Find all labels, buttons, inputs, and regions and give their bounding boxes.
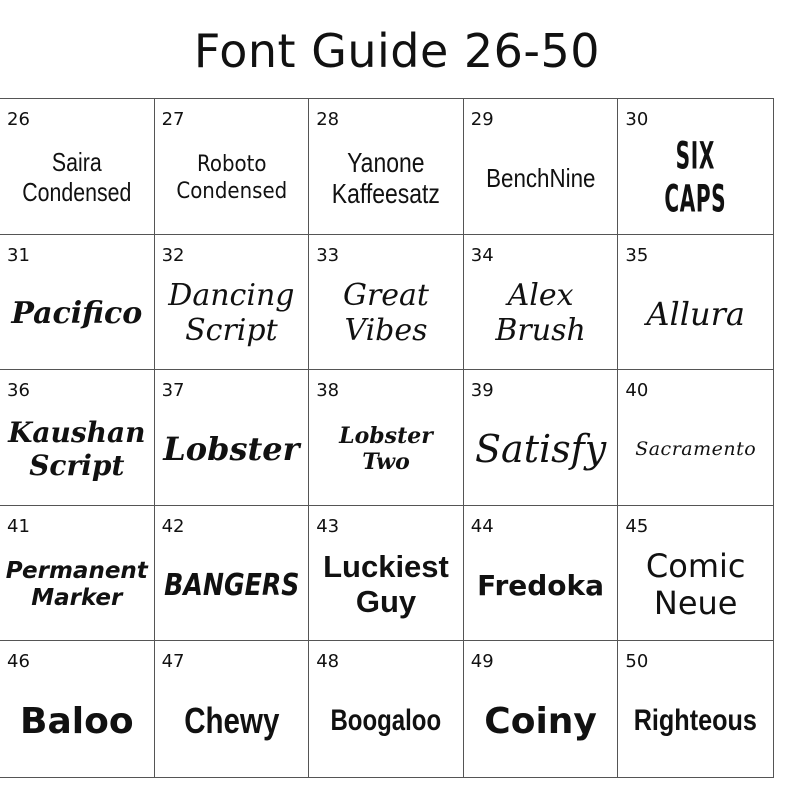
font-cell	[618, 641, 773, 777]
font-number: 36	[7, 380, 30, 402]
font-number: 28	[316, 109, 340, 130]
font-cell	[309, 641, 464, 777]
font-cell	[155, 641, 310, 777]
font-number: 33	[316, 244, 340, 266]
font-cell	[618, 99, 773, 235]
page-title: Font Guide 26-50	[193, 24, 601, 78]
font-number: 41	[7, 515, 30, 537]
font-number: 46	[7, 651, 30, 673]
font-grid	[0, 98, 774, 778]
font-number: 34	[470, 244, 494, 266]
font-cell	[0, 370, 155, 506]
font-cell	[618, 370, 773, 506]
font-sample: Boogaloo	[330, 704, 442, 738]
font-sample: Comic Neue	[645, 547, 746, 623]
font-sample: BenchNine	[485, 162, 596, 193]
font-sample: Lobster Two	[339, 423, 433, 476]
font-number: 43	[316, 515, 340, 537]
font-number: 49	[470, 651, 494, 673]
font-number: 26	[7, 109, 30, 130]
font-cell	[309, 370, 464, 506]
font-cell	[0, 235, 155, 371]
font-cell	[618, 235, 773, 371]
font-sample: Chewy	[183, 700, 279, 742]
font-sample: Alex Brush	[495, 278, 586, 348]
font-sample: Yanone Kaffeesatz	[331, 146, 441, 210]
font-sample: BANGERS	[163, 567, 300, 603]
font-cell	[464, 370, 619, 506]
font-cell	[155, 235, 310, 371]
font-number: 45	[625, 515, 649, 537]
font-number: 42	[161, 515, 185, 537]
font-sample: Great Vibes	[342, 278, 429, 348]
font-sample: Satisfy	[475, 427, 607, 472]
font-sample: Baloo	[20, 700, 134, 742]
font-cell	[155, 99, 310, 235]
font-sample: Pacifico	[11, 296, 143, 332]
font-number: 50	[625, 651, 649, 673]
font-sample: Coiny	[484, 700, 597, 742]
font-number: 38	[316, 380, 340, 402]
font-cell	[309, 235, 464, 371]
font-sample: Fredoka	[477, 568, 605, 602]
font-sample: Roboto Condensed	[175, 151, 287, 205]
font-number: 31	[7, 244, 30, 266]
font-number: 44	[470, 515, 494, 537]
font-cell	[464, 99, 619, 235]
font-cell	[464, 235, 619, 371]
font-sample: Lobster	[163, 430, 300, 469]
font-sample: Kaushan Script	[8, 415, 146, 483]
font-number: 40	[625, 380, 649, 402]
font-number: 32	[161, 244, 185, 266]
font-sample: Righteous	[634, 704, 758, 738]
font-sample: Dancing Script	[168, 278, 295, 348]
font-sample: Sacramento	[635, 438, 757, 461]
font-number: 37	[161, 380, 185, 402]
font-sample: Luckiest Guy	[323, 549, 449, 620]
font-cell	[618, 506, 773, 642]
font-cell	[155, 506, 310, 642]
font-cell	[0, 641, 155, 777]
font-cell	[0, 506, 155, 642]
font-sample: Allura	[646, 294, 745, 333]
font-sample: Saira Condensed	[22, 147, 132, 208]
font-cell	[0, 99, 155, 235]
font-cell	[309, 506, 464, 642]
font-number: 47	[161, 651, 185, 673]
font-cell	[155, 370, 310, 506]
font-number: 30	[625, 109, 649, 130]
font-cell	[464, 506, 619, 642]
font-cell	[309, 99, 464, 235]
font-sample: Permanent Marker	[5, 557, 148, 612]
font-number: 35	[625, 244, 649, 266]
font-number: 29	[470, 109, 494, 130]
font-number: 39	[470, 380, 494, 402]
font-cell	[464, 641, 619, 777]
font-sample: SIX CAPS	[664, 135, 727, 222]
font-number: 27	[161, 109, 185, 130]
font-number: 48	[316, 651, 340, 673]
